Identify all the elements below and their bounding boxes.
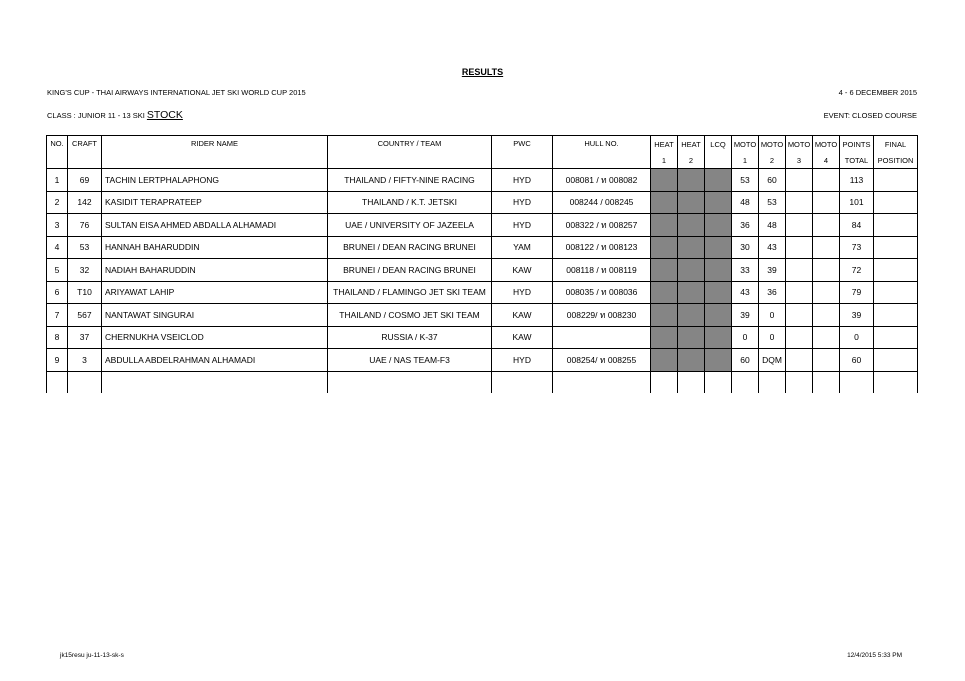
- cell-moto-1: 43: [732, 281, 759, 304]
- cell-lcq: [705, 214, 732, 237]
- cell-total: 73: [840, 236, 874, 259]
- cell-moto-2: 0: [759, 304, 786, 327]
- cell-pwc: KAW: [492, 304, 553, 327]
- cell-hull: [553, 326, 651, 349]
- cell-rider: NADIAH BAHARUDDIN: [102, 259, 328, 282]
- cell-heat-2: [678, 169, 705, 192]
- header-moto-1-num: 1: [732, 152, 759, 169]
- header-lcq: LCQ: [705, 136, 732, 153]
- cell-rider: ARIYAWAT LAHIP: [102, 281, 328, 304]
- header-moto-4-num: 4: [813, 152, 840, 169]
- cell-position: [874, 281, 918, 304]
- cell-total: 113: [840, 169, 874, 192]
- cell-rider: CHERNUKHA VSEICLOD: [102, 326, 328, 349]
- cell-hull: 008254/ ท 008255: [553, 349, 651, 372]
- table-row: [47, 281, 918, 304]
- cell-heat-1: [651, 304, 678, 327]
- cell-moto-1: 39: [732, 304, 759, 327]
- cell-moto-3: [786, 349, 813, 372]
- header-country: COUNTRY / TEAM: [328, 136, 492, 169]
- cell-craft: 69: [68, 169, 102, 192]
- cell-moto-4: [813, 169, 840, 192]
- cell-craft: 142: [68, 191, 102, 214]
- cell-moto-4: [813, 326, 840, 349]
- cell-moto-2: 53: [759, 191, 786, 214]
- cell-moto-2: 36: [759, 281, 786, 304]
- cell-rider: HANNAH BAHARUDDIN: [102, 236, 328, 259]
- cell-craft: T10: [68, 281, 102, 304]
- cell-no: 3: [47, 214, 68, 237]
- header-final: FINAL: [874, 136, 918, 153]
- header-moto-4: MOTO: [813, 136, 840, 153]
- cell-no: 4: [47, 236, 68, 259]
- document-title: RESULTS: [461, 67, 504, 77]
- cell-heat-1: [651, 169, 678, 192]
- cell-pwc: HYD: [492, 349, 553, 372]
- cell-heat-1: [651, 281, 678, 304]
- cell-heat-2: [678, 304, 705, 327]
- cell-moto-4: [813, 214, 840, 237]
- cell-pwc: HYD: [492, 169, 553, 192]
- header-craft: CRAFT: [68, 136, 102, 169]
- table-row: [47, 191, 918, 214]
- cell-moto-3: [786, 259, 813, 282]
- cell-rider: SULTAN EISA AHMED ABDALLA ALHAMADI: [102, 214, 328, 237]
- cell-moto-3: [786, 214, 813, 237]
- cell-moto-4: [813, 259, 840, 282]
- cell-moto-2: 39: [759, 259, 786, 282]
- cell-moto-3: [786, 169, 813, 192]
- header-row-top: [47, 136, 918, 153]
- cell-lcq: [705, 191, 732, 214]
- cell-moto-1: 48: [732, 191, 759, 214]
- cell-lcq: [705, 169, 732, 192]
- cell-position: [874, 326, 918, 349]
- cell-hull: 008118 / ท 008119: [553, 259, 651, 282]
- header-lcq-sub: [705, 152, 732, 169]
- header-position: POSITION: [874, 152, 918, 169]
- header-pwc: PWC: [492, 136, 553, 169]
- results-table: [46, 135, 918, 393]
- header-moto-2-num: 2: [759, 152, 786, 169]
- event-name: KING'S CUP - THAI AIRWAYS INTERNATIONAL JET SKI WORLD CUP 2015: [47, 88, 306, 97]
- cell-position: [874, 304, 918, 327]
- cell-moto-3: [786, 281, 813, 304]
- cell-position: [874, 169, 918, 192]
- event-type: EVENT: CLOSED COURSE: [823, 111, 917, 120]
- header-moto-1: MOTO: [732, 136, 759, 153]
- cell-pwc: HYD: [492, 281, 553, 304]
- cell-country: BRUNEI / DEAN RACING BRUNEI: [328, 259, 492, 282]
- cell-pwc: YAM: [492, 236, 553, 259]
- cell-moto-4: [813, 191, 840, 214]
- cell-no: 1: [47, 169, 68, 192]
- event-date: 4 - 6 DECEMBER 2015: [838, 88, 917, 97]
- cell-pwc: HYD: [492, 214, 553, 237]
- header-heat-1: HEAT: [651, 136, 678, 153]
- table-row: [47, 214, 918, 237]
- cell-position: [874, 349, 918, 372]
- cell-heat-1: [651, 349, 678, 372]
- table-row: [47, 169, 918, 192]
- cell-lcq: [705, 259, 732, 282]
- table-row: [47, 304, 918, 327]
- header-moto-3-num: 3: [786, 152, 813, 169]
- cell-total: 101: [840, 191, 874, 214]
- class-line: [47, 109, 183, 121]
- table-row: [47, 349, 918, 372]
- cell-hull: 008244 / 008245: [553, 191, 651, 214]
- cell-moto-2: DQM: [759, 349, 786, 372]
- cell-moto-1: 30: [732, 236, 759, 259]
- cell-country: THAILAND / COSMO JET SKI TEAM: [328, 304, 492, 327]
- cell-moto-3: [786, 326, 813, 349]
- cell-hull: 008229/ ท 008230: [553, 304, 651, 327]
- cell-craft: 76: [68, 214, 102, 237]
- cell-no: 9: [47, 349, 68, 372]
- cell-moto-3: [786, 191, 813, 214]
- header-heat-1-num: 1: [651, 152, 678, 169]
- table-row-partial: [47, 371, 918, 393]
- cell-country: UAE / NAS TEAM-F3: [328, 349, 492, 372]
- cell-heat-2: [678, 259, 705, 282]
- cell-craft: 53: [68, 236, 102, 259]
- cell-lcq: [705, 281, 732, 304]
- cell-lcq: [705, 349, 732, 372]
- cell-moto-4: [813, 236, 840, 259]
- cell-country: UAE / UNIVERSITY OF JAZEELA: [328, 214, 492, 237]
- class-suffix: STOCK: [146, 109, 183, 121]
- cell-moto-2: 0: [759, 326, 786, 349]
- cell-no: 7: [47, 304, 68, 327]
- cell-total: 39: [840, 304, 874, 327]
- cell-craft: 3: [68, 349, 102, 372]
- cell-hull: 008081 / ท 008082: [553, 169, 651, 192]
- cell-heat-2: [678, 236, 705, 259]
- cell-hull: 008322 / ท 008257: [553, 214, 651, 237]
- cell-country: THAILAND / FIFTY-NINE RACING: [328, 169, 492, 192]
- cell-country: THAILAND / FLAMINGO JET SKI TEAM: [328, 281, 492, 304]
- cell-total: 72: [840, 259, 874, 282]
- cell-rider: KASIDIT TERAPRATEEP: [102, 191, 328, 214]
- cell-no: 8: [47, 326, 68, 349]
- cell-moto-1: 33: [732, 259, 759, 282]
- cell-position: [874, 191, 918, 214]
- cell-lcq: [705, 326, 732, 349]
- cell-total: 60: [840, 349, 874, 372]
- cell-moto-1: 53: [732, 169, 759, 192]
- cell-heat-2: [678, 191, 705, 214]
- cell-moto-2: 48: [759, 214, 786, 237]
- cell-country: THAILAND / K.T. JETSKI: [328, 191, 492, 214]
- cell-rider: TACHIN LERTPHALAPHONG: [102, 169, 328, 192]
- cell-country: BRUNEI / DEAN RACING BRUNEI: [328, 236, 492, 259]
- cell-moto-2: 43: [759, 236, 786, 259]
- cell-craft: 37: [68, 326, 102, 349]
- cell-pwc: KAW: [492, 326, 553, 349]
- cell-moto-1: 36: [732, 214, 759, 237]
- cell-heat-1: [651, 326, 678, 349]
- cell-pwc: KAW: [492, 259, 553, 282]
- cell-moto-3: [786, 236, 813, 259]
- footer-timestamp: 12/4/2015 5:33 PM: [847, 652, 902, 659]
- cell-moto-4: [813, 304, 840, 327]
- header-no: NO.: [47, 136, 68, 169]
- cell-craft: 32: [68, 259, 102, 282]
- header-hull: HULL NO.: [553, 136, 651, 169]
- table-row: [47, 236, 918, 259]
- cell-rider: ABDULLA ABDELRAHMAN ALHAMADI: [102, 349, 328, 372]
- footer-file-id: jk15resu ju-11-13-sk-s: [60, 652, 124, 659]
- cell-position: [874, 259, 918, 282]
- cell-total: 79: [840, 281, 874, 304]
- cell-moto-2: 60: [759, 169, 786, 192]
- class-prefix: CLASS : JUNIOR 11 - 13 SKI: [47, 111, 145, 120]
- cell-hull: 008122 / ท 008123: [553, 236, 651, 259]
- cell-no: 5: [47, 259, 68, 282]
- cell-heat-1: [651, 214, 678, 237]
- cell-heat-2: [678, 214, 705, 237]
- header-heat-2: HEAT: [678, 136, 705, 153]
- cell-lcq: [705, 304, 732, 327]
- header-moto-2: MOTO: [759, 136, 786, 153]
- cell-moto-1: 0: [732, 326, 759, 349]
- table-row: [47, 259, 918, 282]
- cell-hull: 008035 / ท 008036: [553, 281, 651, 304]
- header-points: POINTS: [840, 136, 874, 153]
- cell-lcq: [705, 236, 732, 259]
- cell-total: 0: [840, 326, 874, 349]
- cell-position: [874, 214, 918, 237]
- cell-heat-2: [678, 349, 705, 372]
- cell-heat-2: [678, 326, 705, 349]
- cell-moto-3: [786, 304, 813, 327]
- cell-pwc: HYD: [492, 191, 553, 214]
- cell-heat-1: [651, 236, 678, 259]
- cell-no: 2: [47, 191, 68, 214]
- header-total: TOTAL: [840, 152, 874, 169]
- cell-total: 84: [840, 214, 874, 237]
- cell-moto-4: [813, 349, 840, 372]
- header-heat-2-num: 2: [678, 152, 705, 169]
- cell-moto-4: [813, 281, 840, 304]
- cell-heat-1: [651, 191, 678, 214]
- cell-rider: NANTAWAT SINGURAI: [102, 304, 328, 327]
- header-moto-3: MOTO: [786, 136, 813, 153]
- cell-heat-1: [651, 259, 678, 282]
- header-rider: RIDER NAME: [102, 136, 328, 169]
- cell-position: [874, 236, 918, 259]
- table-row: [47, 326, 918, 349]
- cell-country: RUSSIA / K-37: [328, 326, 492, 349]
- cell-moto-1: 60: [732, 349, 759, 372]
- cell-craft: 567: [68, 304, 102, 327]
- cell-no: 6: [47, 281, 68, 304]
- cell-heat-2: [678, 281, 705, 304]
